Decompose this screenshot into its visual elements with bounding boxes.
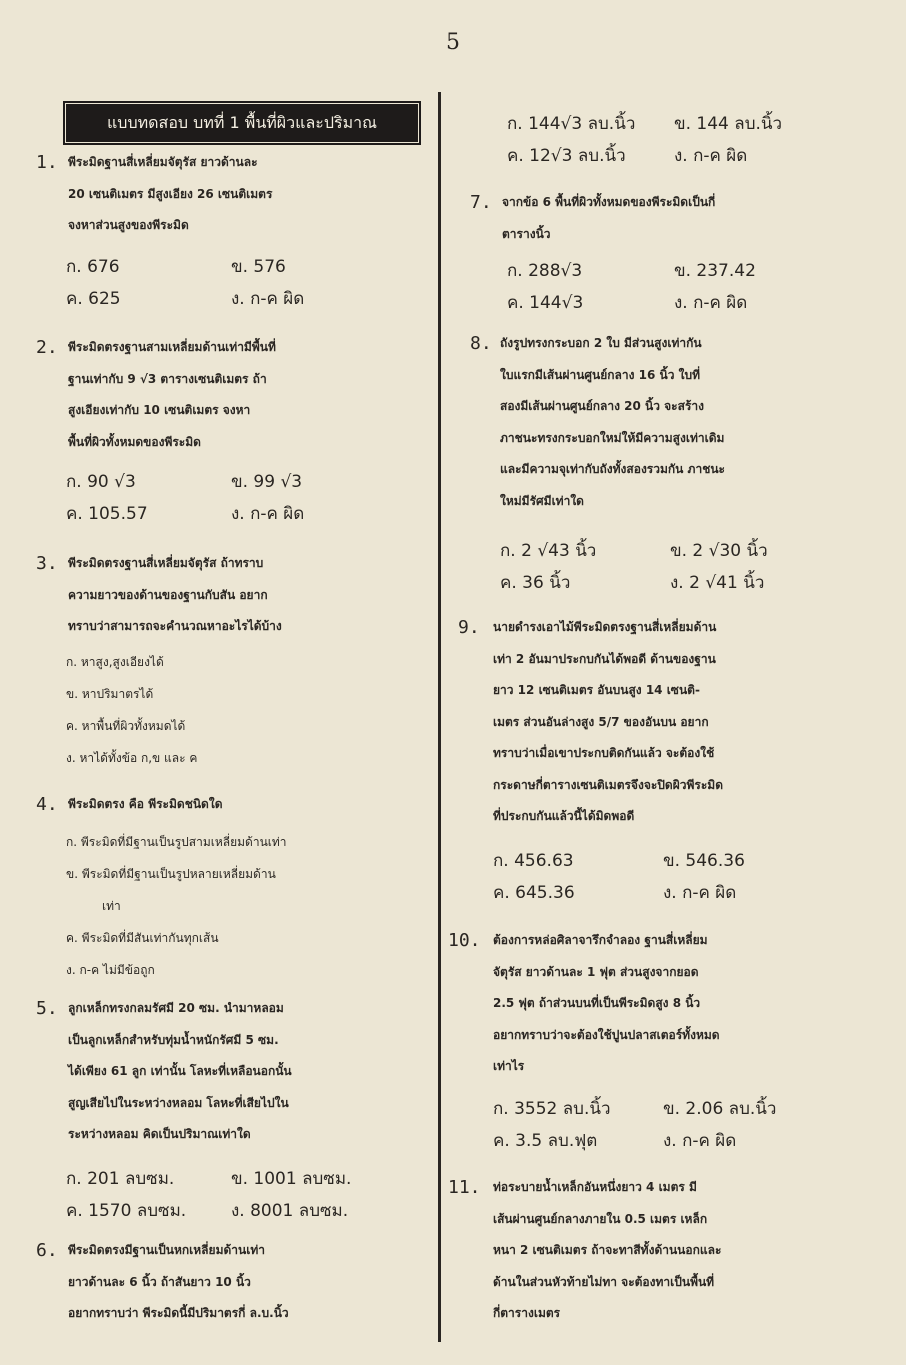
option-c[interactable]: ค. 105.57 xyxy=(66,504,148,524)
option-b[interactable]: ข. 144 ลบ.นิ้ว xyxy=(674,114,783,134)
option-a[interactable]: ก. 3552 ลบ.นิ้ว xyxy=(493,1099,611,1119)
option-c[interactable]: ค. 12√3 ลบ.นิ้ว xyxy=(507,146,626,166)
option-b[interactable]: ข. 576 xyxy=(231,257,286,277)
question-text-line: ได้เพียง 61 ลูก เท่านั้น โลหะที่เหลือนอกนั้น xyxy=(68,1064,292,1078)
question-text-line: และมีความจุเท่ากับถังทั้งสองรวมกัน ภาชนะ xyxy=(500,462,725,476)
option-c[interactable]: ค. 3.5 ลบ.ฟุต xyxy=(493,1131,598,1151)
column-divider xyxy=(438,92,441,1342)
question-text-line: กระดาษกี่ตารางเซนติเมตรจึงจะปิดผิวพีระมิด xyxy=(493,777,723,792)
question-text-line: ทราบว่าสามารถจะคำนวณหาอะไรได้บ้าง xyxy=(68,619,282,633)
options-5 xyxy=(66,1163,436,1227)
question-text-line: ยาว 12 เซนติเมตร อันบนสูง 14 เซนติ- xyxy=(493,683,700,697)
question-text-line: ตารางนิ้ว xyxy=(502,226,551,241)
question-number: 5. xyxy=(36,998,58,1019)
options-6 xyxy=(507,108,887,172)
question-text-line: สูญเสียไปในระหว่างหลอม โลหะที่เสียไปใน xyxy=(68,1095,289,1110)
question-text-line: เมตร ส่วนอันล่างสูง 5/7 ของอันบน อยาก xyxy=(493,714,709,729)
option-d[interactable]: ง. ก-ค ผิด xyxy=(231,289,305,309)
option-d[interactable]: ง. ก-ค ผิด xyxy=(674,146,748,166)
question-3 xyxy=(36,548,436,643)
question-text-line: ภาชนะทรงกระบอกใหม่ให้มีความสูงเท่าเดิม xyxy=(500,430,725,445)
question-text-line: ท่อระบายน้ำเหล็กอันหนึ่งยาว 4 เมตร มี xyxy=(493,1180,697,1194)
options-9 xyxy=(493,845,883,909)
question-text-line: ลูกเหล็กทรงกลมรัศมี 20 ซม. นำมาหลอม xyxy=(68,1001,284,1015)
question-text-line: พีระมิดตรงฐานสามเหลี่ยมด้านเท่ามีพื้นที่ xyxy=(68,340,276,354)
question-text-line: ความยาวของด้านของฐานกับสัน อยาก xyxy=(68,587,268,602)
question-4 xyxy=(36,789,436,821)
option-b[interactable]: ข. หาปริมาตรได้ xyxy=(66,687,154,701)
question-text-line: ฐานเท่ากับ 9 √3 ตารางเซนติเมตร ถ้า xyxy=(68,371,267,386)
option-a[interactable]: ก. 2 √43 นิ้ว xyxy=(500,541,597,561)
question-number: 8. xyxy=(470,333,492,354)
option-a[interactable]: ก. 90 √3 xyxy=(66,472,136,492)
question-number: 3. xyxy=(36,553,58,574)
question-text-line: พีระมิดฐานสี่เหลี่ยมจัตุรัส ยาวด้านละ xyxy=(68,155,258,169)
option-c[interactable]: ค. 625 xyxy=(66,289,121,309)
question-text-line: ที่ประกบกันแล้วนี้ได้มิดพอดี xyxy=(493,809,635,823)
option-b[interactable]: ข. 2 √30 นิ้ว xyxy=(670,541,768,561)
option-d[interactable]: ง. ก-ค ผิด xyxy=(663,1131,737,1151)
option-a[interactable]: ก. หาสูง,สูงเอียงได้ xyxy=(66,655,164,669)
question-9 xyxy=(458,612,890,833)
options-8 xyxy=(500,535,890,599)
question-text-line: พีระมิดตรงฐานสี่เหลี่ยมจัตุรัส ถ้าทราบ xyxy=(68,556,264,570)
question-text-line: จากข้อ 6 พื้นที่ผิวทั้งหมดของพีระมิดเป็นกี่ xyxy=(502,195,716,209)
question-text-line: เท่าไร xyxy=(493,1059,525,1073)
question-text-line: สูงเอียงเท่ากับ 10 เซนติเมตร จงหา xyxy=(68,403,251,417)
question-text-line: ทราบว่าเมื่อเขาประกบติดกันแล้ว จะต้องใช้ xyxy=(493,746,715,760)
option-b-continued: เท่า xyxy=(102,899,121,913)
question-2 xyxy=(36,332,436,458)
option-b[interactable]: ข. 99 √3 xyxy=(231,472,303,492)
option-b[interactable]: ข. 1001 ลบซม. xyxy=(231,1169,352,1189)
option-a[interactable]: ก. 288√3 xyxy=(507,261,583,281)
question-text-line: 20 เซนติเมตร มีสูงเอียง 26 เซนติเมตร xyxy=(68,186,273,201)
question-text-line: หนา 2 เซนติเมตร ถ้าจะทาสีทั้งด้านนอกและ xyxy=(493,1243,722,1257)
option-a[interactable]: ก. 144√3 ลบ.นิ้ว xyxy=(507,114,636,134)
option-b[interactable]: ข. 237.42 xyxy=(674,261,756,281)
question-text-line: ใหม่มีรัศมีเท่าใด xyxy=(500,493,584,508)
option-d[interactable]: ง. หาได้ทั้งข้อ ก,ข และ ค xyxy=(66,751,198,765)
options-7 xyxy=(507,255,887,319)
question-1 xyxy=(36,147,436,242)
options-10 xyxy=(493,1093,883,1157)
option-c[interactable]: ค. 645.36 xyxy=(493,883,575,903)
option-c[interactable]: ค. 36 นิ้ว xyxy=(500,573,571,593)
question-text-line: เส้นผ่านศูนย์กลางภายใน 0.5 เมตร เหล็ก xyxy=(493,1211,708,1226)
option-d[interactable]: ง. ก-ค ผิด xyxy=(231,504,305,524)
option-d[interactable]: ง. ก-ค ไม่มีข้อถูก xyxy=(66,963,155,977)
question-text-line: จัตุรัส ยาวด้านละ 1 ฟุต ส่วนสูงจากยอด xyxy=(493,964,699,979)
question-text-line: พีระมิดตรงมีฐานเป็นหกเหลี่ยมด้านเท่า xyxy=(68,1243,265,1257)
option-a[interactable]: ก. 456.63 xyxy=(493,851,574,871)
question-number: 4. xyxy=(36,794,58,815)
question-text-line: จงหาส่วนสูงของพีระมิด xyxy=(68,218,189,232)
question-text-line: พีระมิดตรง คือ พีระมิดชนิดใด xyxy=(68,797,223,811)
page-number: 5 xyxy=(446,30,460,55)
question-number: 10. xyxy=(448,930,481,951)
question-text-line: ยาวด้านละ 6 นิ้ว ถ้าสันยาว 10 นิ้ว xyxy=(68,1274,251,1289)
question-number: 6. xyxy=(36,1240,58,1261)
option-c[interactable]: ค. 1570 ลบซม. xyxy=(66,1201,187,1221)
option-c[interactable]: ค. 144√3 xyxy=(507,293,584,313)
option-c[interactable]: ค. หาพื้นที่ผิวทั้งหมดได้ xyxy=(66,719,186,733)
question-text-line: พื้นที่ผิวทั้งหมดของพีระมิด xyxy=(68,434,201,449)
question-number: 7. xyxy=(470,192,492,213)
question-text-line: เป็นลูกเหล็กสำหรับทุ่มน้ำหนักรัศมี 5 ซม. xyxy=(68,1032,279,1047)
question-text-line: เท่า 2 อันมาประกบกันได้พอดี ด้านของฐาน xyxy=(493,651,716,666)
question-text-line: อยากทราบว่า พีระมิดนี้มีปริมาตรกี่ ล.บ.นิ้ว xyxy=(68,1306,289,1320)
question-7 xyxy=(470,187,890,250)
question-number: 11. xyxy=(448,1177,481,1198)
option-b[interactable]: ข. พีระมิดที่มีฐานเป็นรูปหลายเหลี่ยมด้าน xyxy=(66,867,276,881)
question-text-line: ใบแรกมีเส้นผ่านศูนย์กลาง 16 นิ้ว ใบที่ xyxy=(500,367,701,382)
option-d[interactable]: ง. 8001 ลบซม. xyxy=(231,1201,349,1221)
question-text-line: อยากทราบว่าจะต้องใช้ปูนปลาสเตอร์ทั้งหมด xyxy=(493,1027,720,1042)
option-b[interactable]: ข. 546.36 xyxy=(663,851,745,871)
test-header: แบบทดสอบ บทที่ 1 พื้นที่ผิวและปริมาณ xyxy=(66,104,418,142)
question-6 xyxy=(36,1235,436,1330)
option-b[interactable]: ข. 2.06 ลบ.นิ้ว xyxy=(663,1099,777,1119)
question-number: 9. xyxy=(458,617,480,638)
option-a[interactable]: ก. 201 ลบซม. xyxy=(66,1169,175,1189)
question-text-line: ต้องการหล่อศิลาจารึกจำลอง ฐานสี่เหลี่ยม xyxy=(493,933,708,947)
option-a[interactable]: ก. 676 xyxy=(66,257,120,277)
question-text-line: ระหว่างหลอม คิดเป็นปริมาณเท่าใด xyxy=(68,1127,251,1141)
question-number: 1. xyxy=(36,152,58,173)
question-text-line: กี่ตารางเมตร xyxy=(493,1306,561,1320)
options-4 xyxy=(66,826,438,986)
options-2 xyxy=(66,466,436,530)
question-number: 2. xyxy=(36,337,58,358)
question-10 xyxy=(448,925,890,1083)
option-c[interactable]: ค. พีระมิดที่มีสันเท่ากันทุกเส้น xyxy=(66,931,219,945)
option-a[interactable]: ก. พีระมิดที่มีฐานเป็นรูปสามเหลี่ยมด้านเท่า xyxy=(66,835,287,849)
options-3 xyxy=(66,646,436,774)
question-8 xyxy=(470,328,890,517)
option-d[interactable]: ง. ก-ค ผิด xyxy=(674,293,748,313)
options-1 xyxy=(66,251,436,315)
question-text-line: ถังรูปทรงกระบอก 2 ใบ มีส่วนสูงเท่ากัน xyxy=(500,336,702,350)
question-11 xyxy=(448,1172,890,1330)
question-text-line: ด้านในส่วนหัวท้ายไม่ทา จะต้องทาเป็นพื้นที่ xyxy=(493,1274,715,1289)
question-5 xyxy=(36,993,436,1151)
question-text-line: นายดำรงเอาไม้พีระมิดตรงฐานสี่เหลี่ยมด้าน xyxy=(493,620,717,634)
question-text-line: สองมีเส้นผ่านศูนย์กลาง 20 นิ้ว จะสร้าง xyxy=(500,399,704,413)
question-text-line: 2.5 ฟุต ถ้าส่วนบนที่เป็นพีระมิดสูง 8 นิ้ว xyxy=(493,996,701,1010)
option-d[interactable]: ง. 2 √41 นิ้ว xyxy=(670,573,765,593)
option-d[interactable]: ง. ก-ค ผิด xyxy=(663,883,737,903)
